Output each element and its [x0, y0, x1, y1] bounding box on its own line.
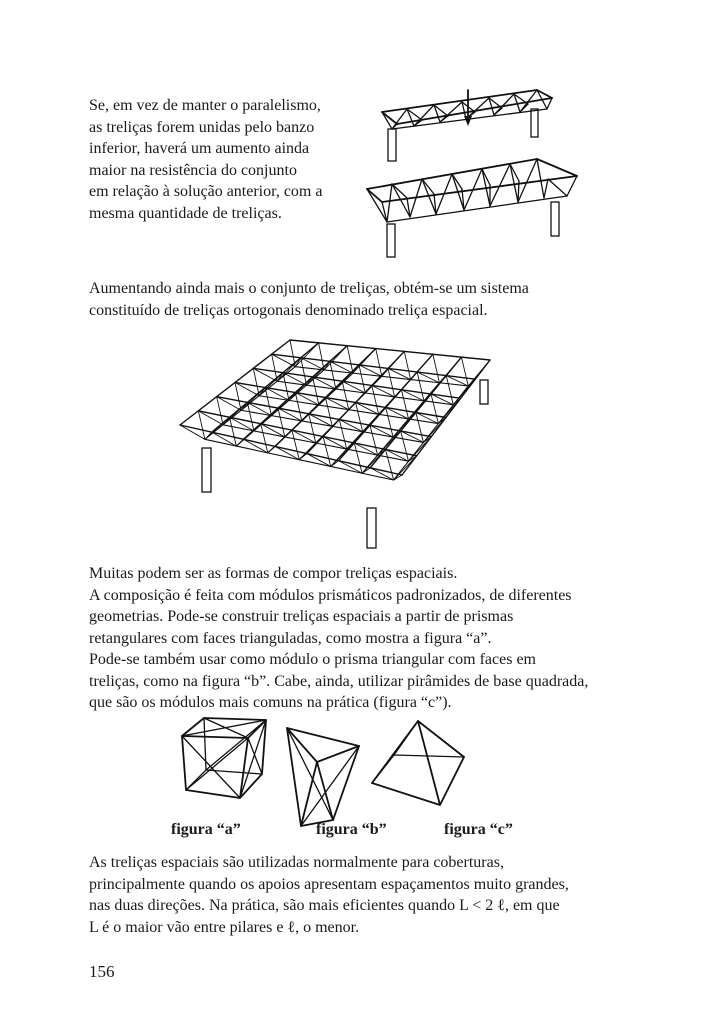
paragraph-module-types [89, 563, 602, 714]
text-line: que são os módulos mais comuns na prática (figura “c”). [89, 694, 452, 711]
text-line: principalmente quando os apoios apresentam espaçamentos muito grandes, [89, 875, 569, 893]
page-number: 156 [89, 962, 115, 981]
figure-b-triangular-prism [283, 718, 363, 833]
text-line: inferior, haverá um aumento ainda [89, 140, 310, 157]
text-line: treliças, como na figura “b”. Cabe, ainda, utilizar pirâmides de base quadrada, [89, 672, 589, 690]
paragraph-usage [89, 852, 602, 938]
space-truss-illustration [172, 330, 512, 550]
text-line: maior na resistência do conjunto [89, 161, 297, 179]
figure-c-square-pyramid [368, 717, 468, 812]
caption-figure-c: figura “c” [444, 821, 513, 838]
text-line: Aumentando ainda mais o conjunto de treliças, obtém-se um sistema [89, 280, 529, 297]
text-line: as treliças forem unidas pelo banzo [89, 118, 315, 136]
figure-a-rectangular-prism [178, 714, 273, 809]
text-line: em relação à solução anterior, com a [89, 183, 323, 200]
text-line: retangulares com faces trianguladas, como mostra a figura “a”. [89, 629, 492, 647]
caption-figure-b: figura “b” [316, 821, 387, 838]
text-line: geometrias. Pode-se construir treliças espaciais a partir de prismas [89, 608, 514, 625]
text-line: nas duas direções. Na prática, são mais eficientes quando L < 2 ℓ, em que [89, 897, 560, 914]
paragraph-space-truss-intro [89, 278, 602, 321]
paragraph-crossed-trusses [89, 95, 339, 224]
text-line: A composição é feita com módulos prismáticos padronizados, de diferentes [89, 586, 572, 604]
text-line: mesma quantidade de treliças. [89, 204, 282, 222]
text-line: L é o maior vão entre pilares e ℓ, o menor. [89, 918, 360, 936]
text-line: Pode-se também usar como módulo o prisma triangular com faces em [89, 651, 536, 668]
text-line: constituído de treliças ortogonais denominado treliça espacial. [89, 301, 488, 319]
crossed-trusses-illustration [362, 84, 607, 264]
caption-figure-a: figura “a” [171, 821, 241, 838]
text-line: As treliças espaciais são utilizadas normalmente para coberturas, [89, 854, 504, 871]
text-line: Se, em vez de manter o paralelismo, [89, 97, 321, 114]
text-line: Muitas podem ser as formas de compor treliças espaciais. [89, 565, 458, 582]
